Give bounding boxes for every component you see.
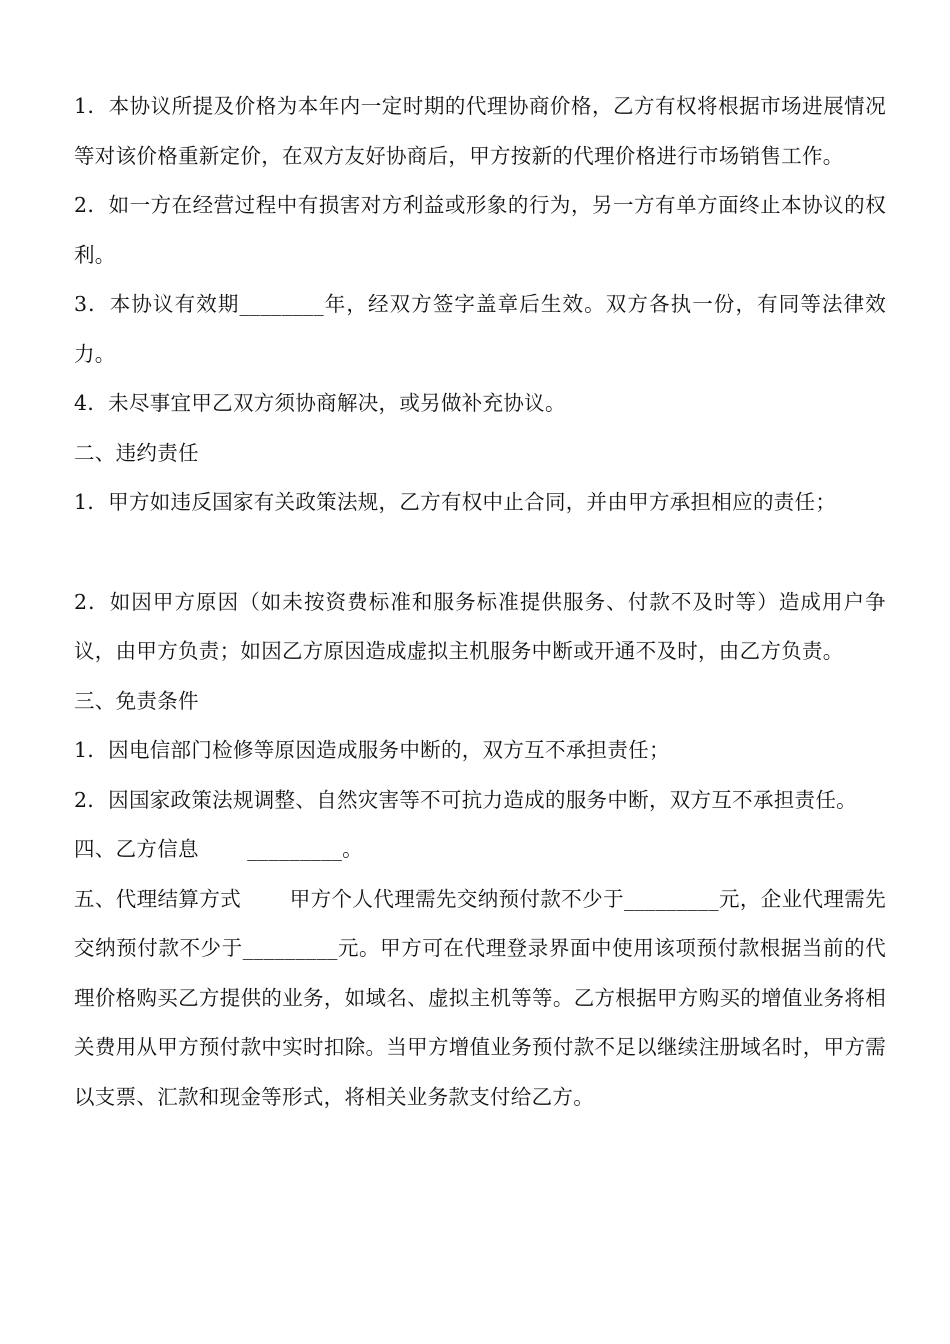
section-heading-liability: 二、违约责任 [74,440,199,465]
clause-telecom-maintenance: 1．因电信部门检修等原因造成服务中断的，双方互不承担责任； [74,738,670,762]
blank-line [74,528,886,578]
section-heading-exemption: 三、免责条件 [74,688,199,713]
clause-validity-period: 3．本协议有效期________年，经双方签字盖章后生效。双方各执一份，有同等法律效力。 [74,292,886,366]
clause-termination-right: 2．如一方在经营过程中有损害对方利益或形象的行为，另一方有单方面终止本协议的权利。 [74,193,886,267]
clause-dispute-responsibility: 2．如因甲方原因（如未按资费标准和服务标准提供服务、付款不及时等）造成用户争议，由甲方负责；如因乙方原因造成虚拟主机服务中断或开通不及时，由乙方负责。 [74,589,886,663]
section-settlement-method: 五、代理结算方式 甲方个人代理需先交纳预付款不少于_________元，企业代理需先交纳预付款不少于_________元。甲方可在代理登录界面中使用该项预付款根据当前的代理价格购买乙方提供的业务，如域名、虚拟主机等等。乙方根据甲方购买的增值业务将相关费用从甲方预付款中实时扣除。当甲方增值业务预付款不足以继续注册域名时，甲方需以支票、汇款和现金等形式，将相关业务款支付给乙方。 [74,886,886,1109]
clause-pricing: 1．本协议所提及价格为本年内一定时期的代理协商价格，乙方有权将根据市场进展情况等对该价格重新定价，在双方友好协商后，甲方按新的代理价格进行市场销售工作。 [74,94,886,168]
document-page [74,82,886,1122]
section-party-b-info: 四、乙方信息 _________。 [74,837,363,861]
clause-force-majeure: 2．因国家政策法规调整、自然灾害等不可抗力造成的服务中断，双方互不承担责任。 [74,787,857,812]
clause-party-a-violation: 1．甲方如违反国家有关政策法规，乙方有权中止合同，并由甲方承担相应的责任； [74,490,837,514]
clause-supplementary: 4．未尽事宜甲乙双方须协商解决，或另做补充协议。 [74,391,566,415]
